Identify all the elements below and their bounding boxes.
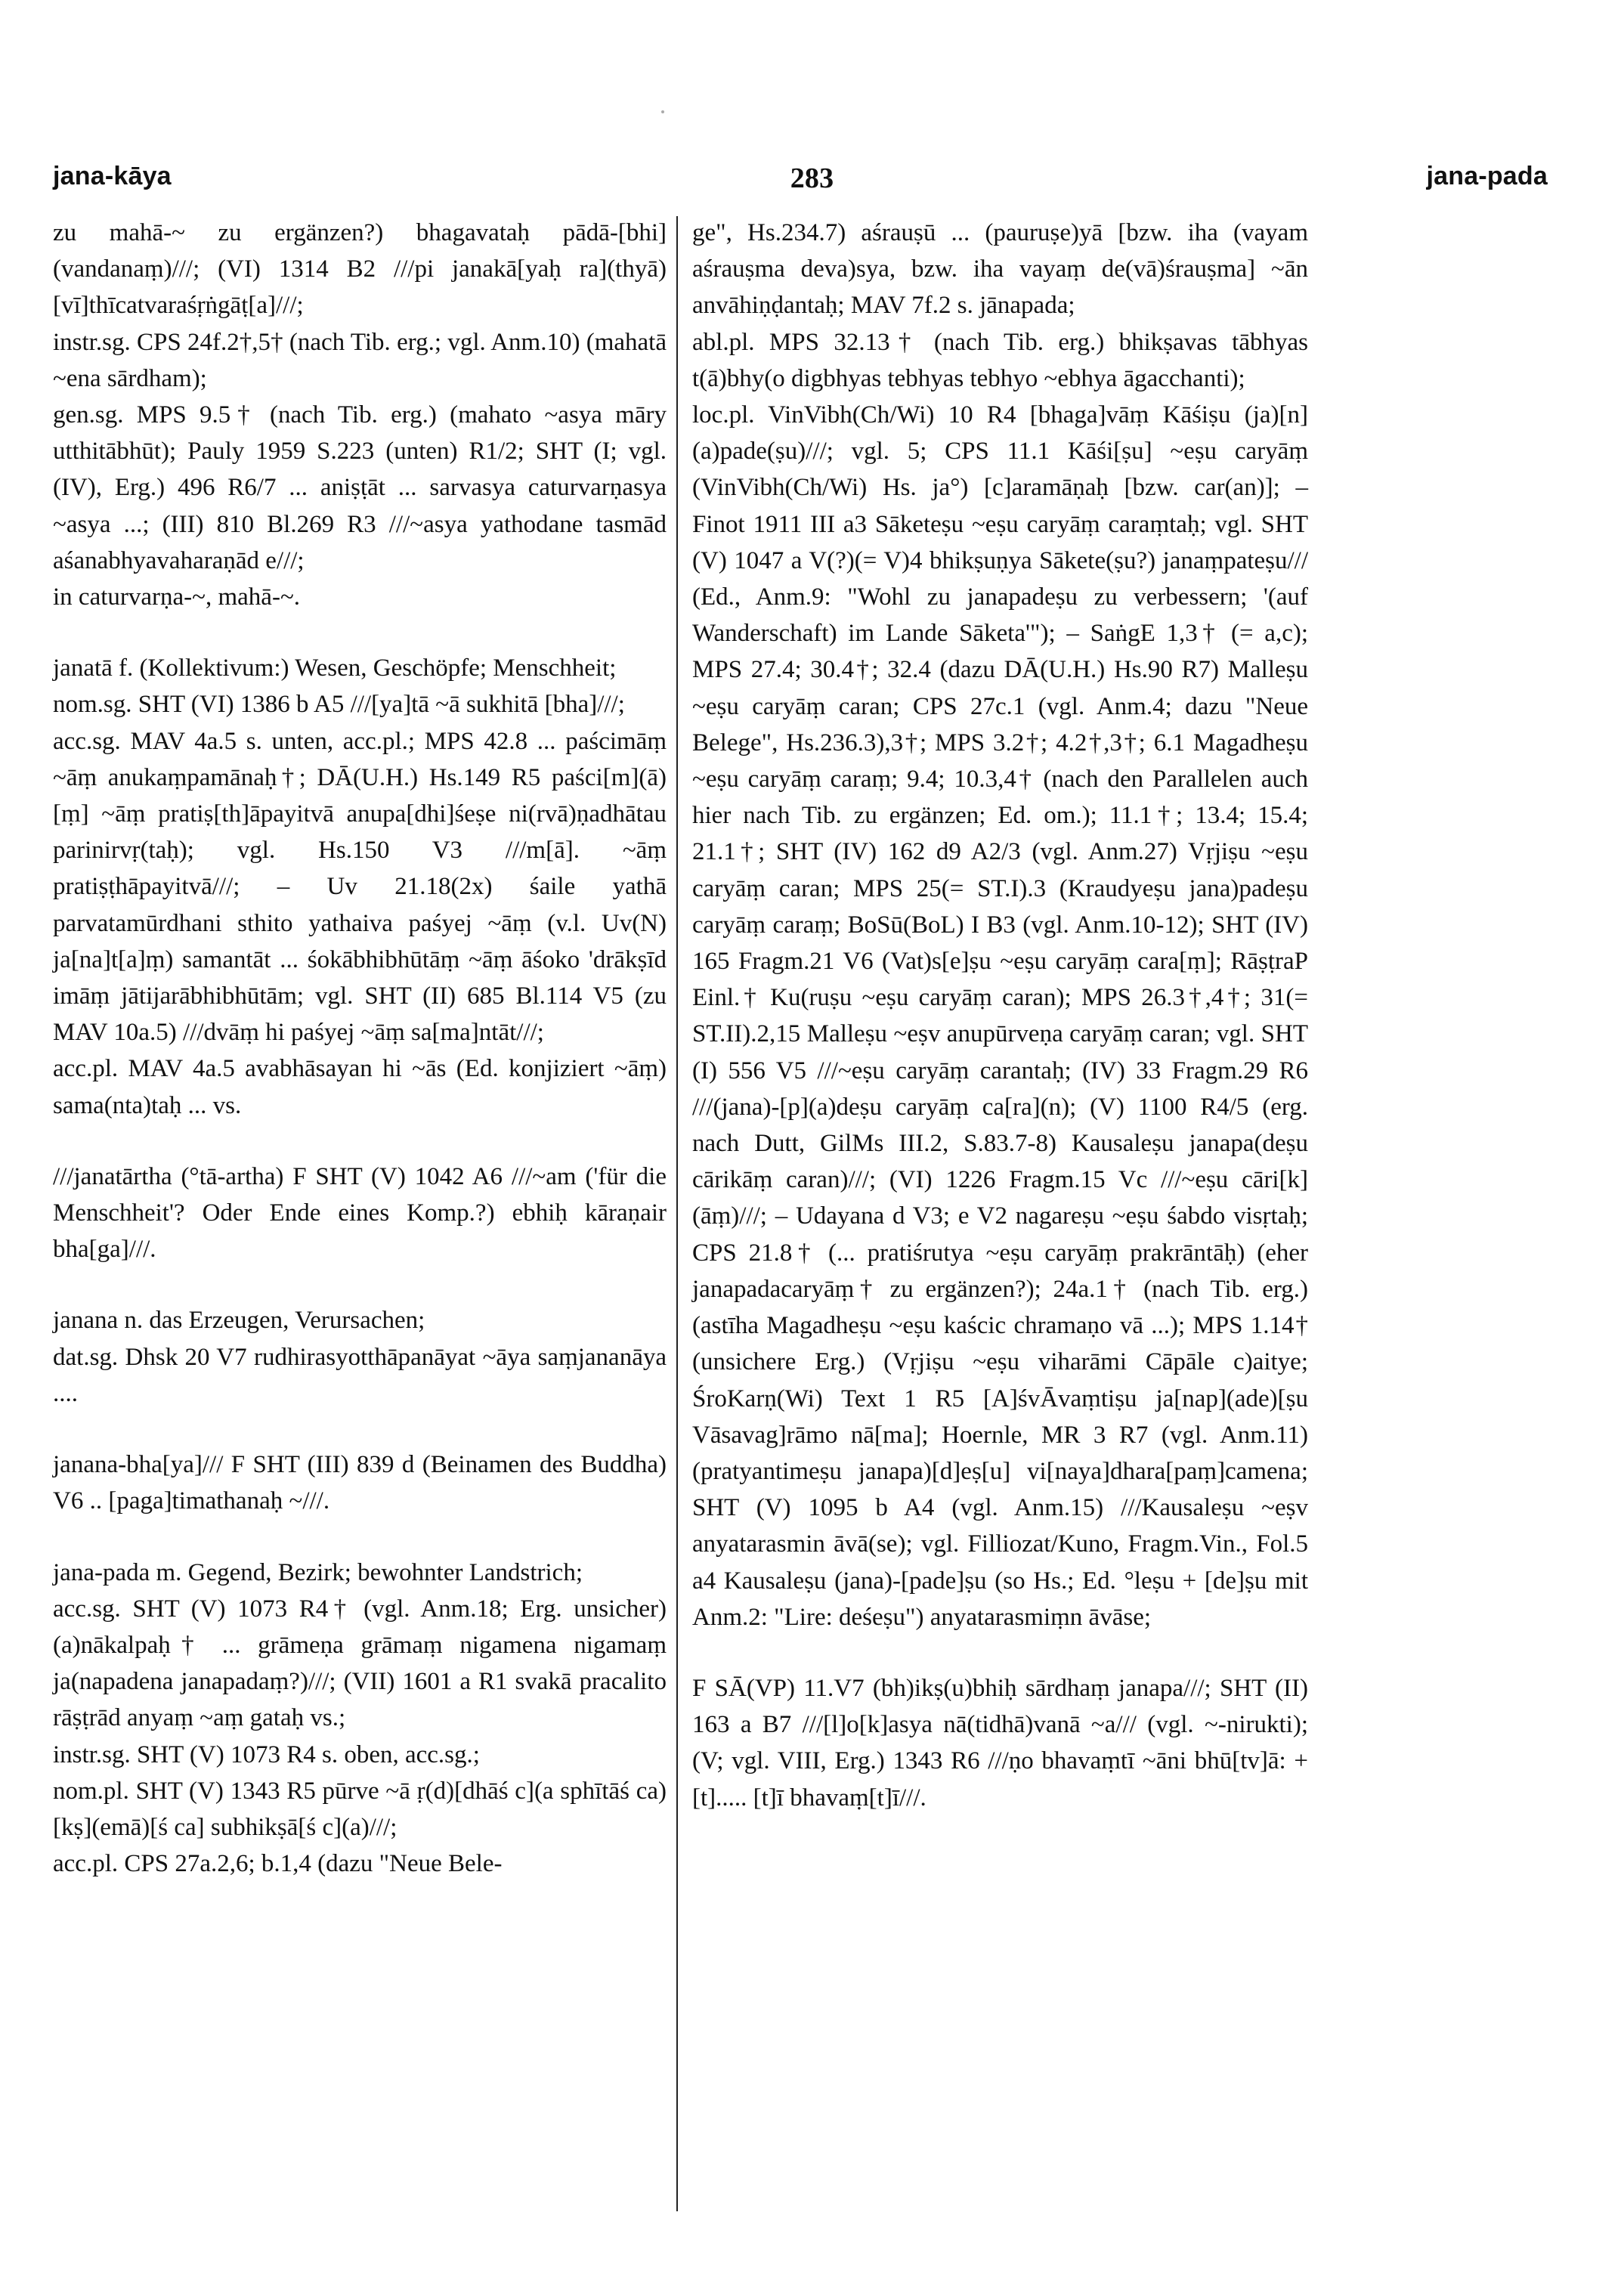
entry-gap bbox=[53, 615, 667, 650]
scan-speck bbox=[661, 110, 664, 113]
entry-gap bbox=[53, 1267, 667, 1302]
entry-paragraph: abl.pl. MPS 32.13† (nach Tib. erg.) bhikṣavas tābhyas t(ā)bhy(o digbhyas tebhyas tebhyo ~ebhya āgacchanti); bbox=[692, 328, 1308, 392]
entry-gap bbox=[53, 1124, 667, 1159]
entry-paragraph: acc.pl. CPS 27a.2,6; b.1,4 (dazu "Neue Bele- bbox=[53, 1850, 503, 1878]
entry-paragraph: acc.sg. MAV 4a.5 s. unten, acc.pl.; MPS 42.8 ... paścimāṃ ~āṃ anukaṃpamānaḥ†; DĀ(U.H.) Hs.149 R5 paści[m](ā)[ṃ] ~āṃ pratiṣ[th]āpayitvā anupa[dhi]śeṣe ni(rvā)ṇadhātau parinirvṛ(taḥ); vgl. Hs.150 V3 ///m[ā]. ~āṃ pratiṣṭhāpayitvā///; – Uv 21.18(2x) śaile yathā parvatamūrdhani sthito yathaiva paśyej ~āṃ (v.l. Uv(N) ja[na]t[a]ṃ) samantāt ... śokābhibhūtāṃ ~āṃ āśoko 'drākṣīd imāṃ jātijarābhibhūtām; vgl. SHT (II) 685 Bl.114 V5 (zu MAV 10a.5) ///dvāṃ hi paśyej ~āṃ sa[ma]ntāt///; bbox=[53, 727, 667, 1047]
entry-paragraph: acc.pl. MAV 4a.5 avabhāsayan hi ~ās (Ed. konjiziert ~āṃ) sama(nta)taḥ ... vs. bbox=[53, 1055, 667, 1119]
running-head-right: jana-pada bbox=[1426, 162, 1548, 190]
right-column bbox=[692, 215, 1308, 1816]
entry-paragraph: in caturvarṇa-~, mahā-~. bbox=[53, 583, 301, 611]
column-divider bbox=[676, 216, 678, 2211]
entry-gap bbox=[53, 1412, 667, 1446]
page-number: 283 bbox=[790, 162, 834, 194]
entry-paragraph: loc.pl. VinVibh(Ch/Wi) 10 R4 [bhaga]vāṃ Kāśiṣu (ja)[n](a)pade(ṣu)///; vgl. 5; CPS 11.1 Kāśi[ṣu] ~eṣu caryāṃ (VinVibh(Ch/Wi) Hs. ja°) [c]aramāṇaḥ [bzw. car(an)]; – Finot 1911 III a3 Sāketeṣu ~eṣu caryāṃ caraṃtaḥ; vgl. SHT (V) 1047 a V(?)(= V)4 bhikṣuṇya Sākete(ṣu?) janaṃpateṣu/// (Ed., Anm.9: "Wohl zu janapadeṣu zu verbessern; '(auf Wanderschaft) im Lande Sāketa'"); – SaṅgE 1,3† (= a,c); MPS 27.4; 30.4†; 32.4 (dazu DĀ(U.H.) Hs.90 R7) Malleṣu ~eṣu caryāṃ caran; CPS 27c.1 (vgl. Anm.4; dazu "Neue Belege", Hs.236.3),3†; MPS 3.2†; 4.2†,3†; 6.1 Magadheṣu ~eṣu caryāṃ caraṃ; 9.4; 10.3,4† (nach den Parallelen auch hier nach Tib. zu ergänzen; Ed. om.); 11.1†; 13.4; 15.4; 21.1†; SHT (IV) 162 d9 A2/3 (vgl. Anm.27) Vṛjiṣu ~eṣu caryāṃ caran; MPS 25(= ST.I).3 (Kraudyeṣu jana)padeṣu caryāṃ caraṃ; BoSū(BoL) I B3 (vgl. Anm.10-12); SHT (IV) 165 Fragm.21 V6 (Vat)s[e]ṣu ~eṣu caryāṃ cara[ṃ]; RāṣṭraP Einl.† Ku(ruṣu ~eṣu caryāṃ caran); MPS 26.3†,4†; 31(= ST.II).2,15 Malleṣu ~eṣv anupūrveṇa caryāṃ caran; vgl. SHT (I) 556 V5 ///~eṣu caryāṃ carantaḥ; (IV) 33 Fragm.29 R6 ///(jana)-[p](a)deṣu caryāṃ ca[ra](n); (V) 1100 R4/5 (erg. nach Dutt, GilMs III.2, S.83.7-8) Kausaleṣu janapa(deṣu cārikāṃ caran)///; (VI) 1226 Fragm.15 Vc ///~eṣu cāri[k](āṃ)///; – Udayana d V3; e V2 nagareṣu ~eṣu śabdo visṛtaḥ; CPS 21.8† (... pratiśrutya ~eṣu caryāṃ prakrāntāḥ) (eher janapadacaryāṃ† zu ergänzen?); 24a.1† (nach Tib. erg.) (astīha Magadheṣu ~eṣu kaścic chramaṇo vā ...); MPS 1.14† (unsichere Erg.) (Vṛjiṣu ~eṣu viharāmi Cāpāle c)aitye; ŚroKarṇ(Wi) Text 1 R5 [A]śvĀvaṃtiṣu ja[nap](ade)[ṣu Vāsavag]rāmo nā[ma]; Hoernle, MR 3 R7 (vgl. Anm.11) (pratyantimeṣu janapa)[d]eṣ[u] vi[naya]dhara[paṃ]camena; SHT (V) 1095 b A4 (vgl. Anm.15) ///Kausaleṣu ~eṣv anyatarasmin āvā(se); vgl. Filliozat/Kuno, Fragm.Vin., Fol.5 a4 Kausaleṣu (jana)-[pade]ṣu (so Hs.; Ed. °leṣu + [de]ṣu mit Anm.2: "Lire: deśeṣu") anyatarasmiṃn āvāse; bbox=[692, 401, 1308, 1631]
left-column bbox=[53, 215, 667, 1882]
entry-gap bbox=[692, 1635, 1308, 1670]
entry-headword-jana-pada: jana-pada m. Gegend, Bezirk; bewohnter Landstrich; bbox=[53, 1558, 583, 1586]
entry-paragraph: nom.pl. SHT (V) 1343 R5 pūrve ~ā ṛ(d)[dhāś c](a sphītāś ca) [kṣ](emā)[ś ca] subhikṣā[ś c](a)///; bbox=[53, 1777, 667, 1841]
entry-headword-janana: janana n. das Erzeugen, Verursachen; bbox=[53, 1307, 425, 1335]
entry-headword-janata: janatā f. (Kollektivum:) Wesen, Geschöpfe; Menschheit; bbox=[53, 654, 617, 682]
entry-paragraph: nom.sg. SHT (VI) 1386 b A5 ///[ya]tā ~ā sukhitā [bha]///; bbox=[53, 691, 625, 719]
entry-paragraph: instr.sg. SHT (V) 1073 R4 s. oben, acc.sg.; bbox=[53, 1740, 480, 1768]
entry-gap bbox=[53, 1520, 667, 1555]
entry-headword-janana-bhaya: janana-bha[ya]/// F SHT (III) 839 d (Beinamen des Buddha) V6 .. [paga]timathanaḥ ~///. bbox=[53, 1451, 667, 1515]
entry-paragraph: F SĀ(VP) 11.V7 (bh)ikṣ(u)bhiḥ sārdhaṃ janapa///; SHT (II) 163 a B7 ///[l]o[k]asya nā(tidhā)vanā ~a/// (vgl. ~-nirukti); (V; vgl. VIII, Erg.) 1343 R6 ///ṇo bhavaṃtī ~āni bhū[tv]ā: + [t]..... [t]ī bhavaṃ[t]ī///. bbox=[692, 1674, 1308, 1812]
running-head-left: jana-kāya bbox=[53, 162, 172, 190]
entry-paragraph: gen.sg. MPS 9.5† (nach Tib. erg.) (mahato ~asya māry utthitābhūt); Pauly 1959 S.223 (unten) R1/2; SHT (I; vgl. (IV), Erg.) 496 R6/7 ... aniṣṭāt ... sarvasya caturvarṇasya ~asya ...; (III) 810 Bl.269 R3 ///~asya yathodane tasmād aśanabhyavaharaṇād e///; bbox=[53, 401, 667, 574]
entry-paragraph: ge", Hs.234.7) aśrauṣū ... (pauruṣe)yā [bzw. iha (vayam aśrauṣma deva)sya, bzw. iha vayaṃ de(vā)śrauṣma] ~ān anvāhiṇḍantaḥ; MAV 7f.2 s. jānapada; bbox=[692, 219, 1308, 320]
entry-paragraph: acc.sg. SHT (V) 1073 R4† (vgl. Anm.18; Erg. unsicher) (a)nākalpaḥ† ... grāmeṇa grāmaṃ nigamena nigamaṃ ja(napadena janapadaṃ?)///; (VII) 1601 a R1 svakā pracalito rāṣṭrād anyaṃ ~aṃ gataḥ vs.; bbox=[53, 1595, 667, 1732]
entry-paragraph: zu mahā-~ zu ergänzen?) bhagavataḥ pādā-[bhi](vandanaṃ)///; (VI) 1314 B2 ///pi janakā[yaḥ ra](thyā)[vī]thīcatvaraśṛṅgāṭ[a]///; bbox=[53, 219, 667, 320]
entry-paragraph: instr.sg. CPS 24f.2†,5† (nach Tib. erg.; vgl. Anm.10) (mahatā ~ena sārdham); bbox=[53, 328, 667, 392]
entry-headword-janatartha: ///janatārtha (°tā-artha) F SHT (V) 1042 A6 ///~am ('für die Menschheit'? Oder Ende eines Komp.?) ebhiḥ kāraṇair bha[ga]///. bbox=[53, 1162, 667, 1264]
entry-paragraph: dat.sg. Dhsk 20 V7 rudhirasyotthāpanāyat ~āya saṃjananāya .... bbox=[53, 1343, 667, 1407]
